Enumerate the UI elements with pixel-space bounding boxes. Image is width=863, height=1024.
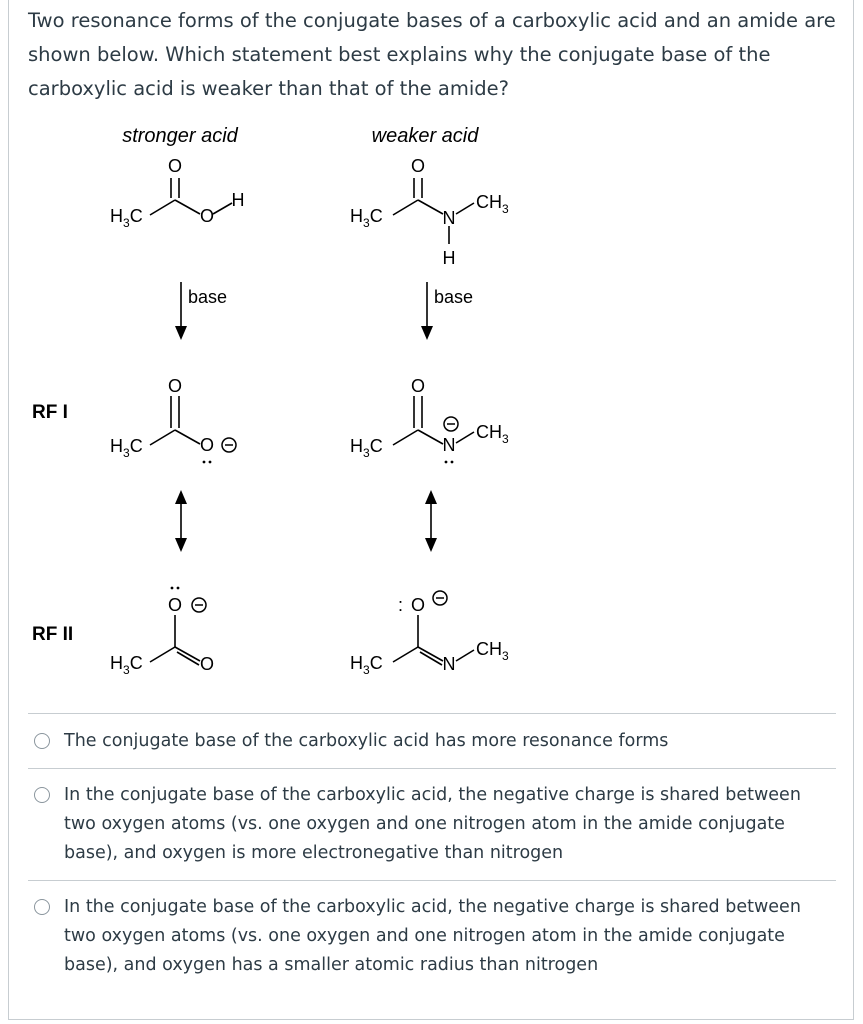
svg-text:base: base xyxy=(188,287,228,307)
svg-text:O: O xyxy=(410,376,426,396)
svg-text:H3C: $H_3C$ xyxy=(350,653,383,677)
radio-button[interactable] xyxy=(34,899,50,915)
svg-text:O: O xyxy=(199,654,215,674)
question-text: Two resonance forms of the conjugate bases of a carboxylic acid and an amide are shown below. Which statement best explains why the conjugate base of the carboxylic acid is weaker than that of the amide? xyxy=(28,9,836,100)
base-arrow-left xyxy=(175,282,227,340)
svg-text:CH3: $CH_3$ xyxy=(476,192,509,216)
svg-text:O: O xyxy=(167,156,183,176)
radio-button[interactable] xyxy=(34,787,50,803)
col-right-title: weaker acid xyxy=(371,125,479,147)
separator xyxy=(28,880,836,881)
row-label-rf2: RF II xyxy=(32,624,74,645)
svg-text:O: O xyxy=(167,376,183,396)
svg-text:H: H xyxy=(231,190,245,210)
svg-text:H: H xyxy=(442,248,456,268)
answer-option-3[interactable] xyxy=(34,893,824,980)
separator xyxy=(28,713,836,714)
svg-text:CH3: $CH_3$ xyxy=(476,639,509,663)
svg-text:O: O xyxy=(410,595,426,615)
acetate-rf2 xyxy=(110,587,214,677)
svg-text:O: O xyxy=(167,595,183,615)
separator xyxy=(28,768,836,769)
acid-structure xyxy=(110,156,245,230)
svg-text:O: O xyxy=(199,206,215,226)
svg-text:H3C: $H_3C$ xyxy=(110,206,143,230)
svg-text:H3C: $H_3C$ xyxy=(110,653,143,677)
radio-button[interactable] xyxy=(34,733,50,749)
acetate-rf1 xyxy=(110,376,236,463)
col-left-title: stronger acid xyxy=(122,125,238,147)
svg-text:N: N xyxy=(442,435,456,455)
svg-text:O: O xyxy=(199,435,215,455)
svg-text:N: N xyxy=(442,208,456,228)
svg-text:N: N xyxy=(442,654,456,674)
answer-option-1[interactable] xyxy=(34,727,824,756)
resonance-arrow-right xyxy=(425,490,437,552)
svg-text::: : xyxy=(398,595,404,615)
svg-text:O: O xyxy=(410,156,426,176)
amide-structure xyxy=(350,156,509,268)
svg-text:H3C: $H_3C$ xyxy=(110,436,143,460)
svg-text:H3C: $H_3C$ xyxy=(350,436,383,460)
row-label-rf1: RF I xyxy=(32,402,68,423)
resonance-figure xyxy=(0,110,863,710)
base-arrow-right xyxy=(421,282,473,340)
answer-option-2[interactable] xyxy=(34,781,824,868)
svg-text:CH3: $CH_3$ xyxy=(476,422,509,446)
amidate-rf2 xyxy=(350,591,509,677)
answer-option-label: In the conjugate base of the carboxylic acid, the negative charge is shared between two oxygen atoms (vs. one oxygen and one nitrogen atom in the amide conjugate base), and oxygen is more electronegative than nitrogen xyxy=(64,785,801,863)
answer-option-label: The conjugate base of the carboxylic acid has more resonance forms xyxy=(64,731,669,751)
resonance-arrow-left xyxy=(175,490,187,552)
svg-text:H3C: $H_3C$ xyxy=(350,206,383,230)
amidate-rf1 xyxy=(350,376,509,463)
answer-option-label: In the conjugate base of the carboxylic acid, the negative charge is shared between two oxygen atoms (vs. one oxygen and one nitrogen atom in the amide conjugate base), and oxygen has a smaller atomic radius than nitrogen xyxy=(64,897,801,975)
svg-text:base: base xyxy=(434,287,474,307)
